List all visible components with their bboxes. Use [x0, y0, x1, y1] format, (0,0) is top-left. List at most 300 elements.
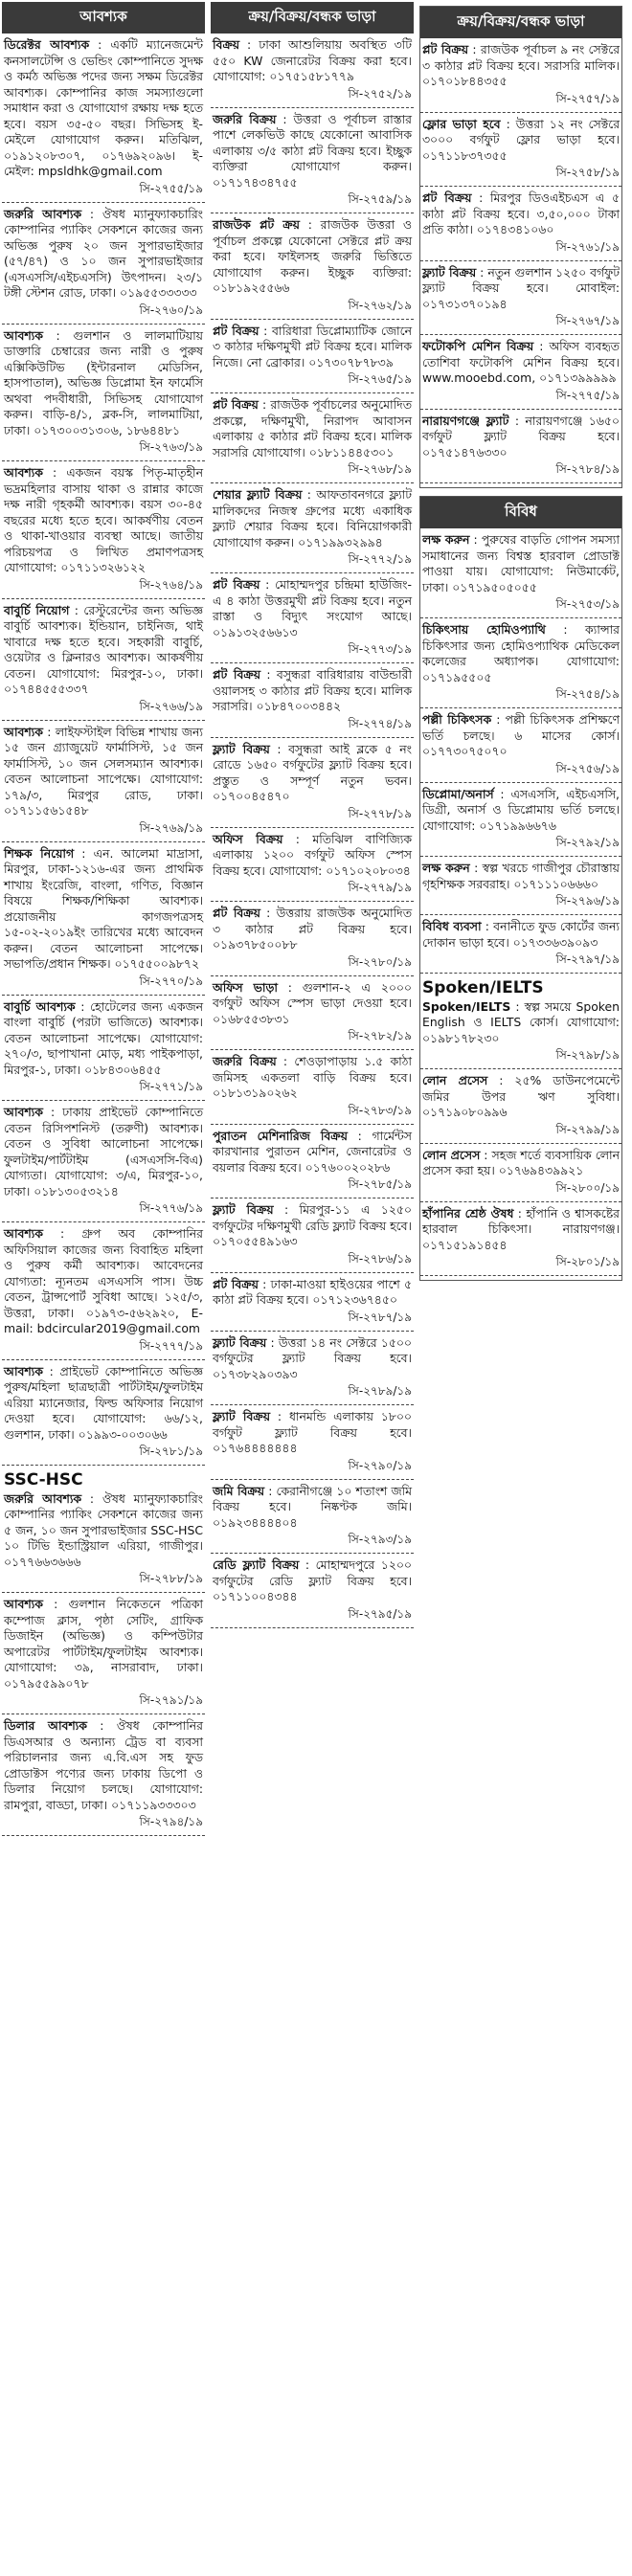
ad-body: বসুন্ধরা আই ব্লকে ৫ নং রোডে ১৬৫০ বর্গফুটের ফ্ল্যাট বিক্রয় হবে। প্রস্তুত ও সম্পূর্ণ নতুন ভবন। ০১৭০০৪৫৪৭০	[213, 741, 412, 803]
ad-code: সি-২৭৭৭/১৯	[139, 1338, 203, 1353]
ad-body: উত্তরা ও পূর্বাচল রাস্তার পাশে লেকভিউ কাছে যেকোনো আবাসিক এলাকায় ৩/৫ কাঠা প্লট বিক্রয় হবে। ইচ্ছুক ব্যক্তিরা যোগাযোগ করুন। ০১৭১৭৪৩৪৭৫৫	[213, 111, 412, 190]
ad-text: প্লট বিক্রয় : বারিধারা ডিপ্লোম্যাটিক জোনে ৩ কাঠার দক্ষিণমুখী প্লট বিক্রয় হবে। মালিক নিজে। নো ব্রোকার। ০১৭৩০৭৮৭৮৩৯	[213, 323, 412, 370]
ad-separator	[211, 392, 414, 393]
ad-body: আফতাবনগরে ফ্ল্যাট মালিকদের নিজস্ব গ্রুপের মধ্যে একাধিক ফ্ল্যাট শেয়ার বিক্রয় হবে। বিনিয়োগকারী যোগাযোগ করুন। ০১৭১৯৯৩২৯৯৪	[213, 487, 413, 549]
ad-separator	[420, 482, 621, 483]
ad-separator	[2, 598, 205, 599]
classified-ad	[420, 622, 621, 708]
classified-ad	[420, 787, 621, 858]
ad-title: নারায়ণগঞ্জে ফ্ল্যাট	[422, 413, 509, 428]
ad-list	[2, 37, 205, 1840]
classified-ad	[2, 603, 205, 721]
ad-body: ঢাকা-মাওয়া হাইওয়ের পাশে ৫ কাঠা প্লট বিক্রয় হবে। ০১৭১২৩৬৭৪৫০	[213, 1276, 412, 1307]
ad-text: প্লট বিক্রয় : রাজউক পূর্বাচল ৯ নং সেক্টরে ৩ কাঠার প্লট বিক্রয় হবে। সরাসরি মালিক। ০১৭০১৮৪৪৩৫৫	[422, 42, 621, 88]
ad-separator	[211, 737, 414, 738]
classified-ad	[420, 1073, 621, 1144]
ad-separator	[211, 1049, 414, 1050]
ad-text: লোন প্রসেস : সহজ শর্তে ব্যবসায়িক লোন প্রসেস করা হয়। ০১৭৬৯৪৩৯৯২১	[422, 1147, 620, 1178]
classified-ad	[2, 37, 205, 203]
ad-code: সি-২৭৬৪/১৯	[139, 577, 203, 592]
ad-title: লোন প্রসেস	[422, 1073, 488, 1088]
ad-separator	[2, 460, 205, 461]
ad-code: সি-২৭৬০/১৯	[139, 302, 203, 317]
classified-ad	[211, 1054, 414, 1125]
ad-separator	[2, 324, 205, 325]
ad-text: লক্ষ করুন : পুরুষের বাড়তি গোপন সমস্যা সমাধানের জন্য বিশ্বস্ত হারবাল প্রোডাক্ট পাওয়া যায়। যোগাযোগ: নিউমার্কেট, ঢাকা। ০১৭১৯৫০৫০৫৫	[422, 532, 620, 594]
ad-text: ডিলার আবশ্যক : ঔষধ কোম্পানির ডিএসআর ও অন্যান্য ট্রেড বা ব্যবসা পরিচালনার জন্য এ.বি.এস সহ ফুড প্রোডাক্টস পণ্যের জন্য ঢাকায় ডিপো ও ডিলার নিয়োগ চলছে। যোগাযোগ: রামপুরা, বাড্ডা, ঢাকা। ০১৭১১৯৩৩৩০৩	[4, 1718, 203, 1812]
ad-title: বাবুর্চি আবশ্যক	[4, 998, 76, 1014]
ad-text: প্লট বিক্রয় : মিরপুর ডিওএইচএস এ ৫ কাঠা প্লট বিক্রয় হবে। ৩,৫০,০০০ টাকা প্রতি কাঠা। ০১৭৪৩৪১০৬০	[422, 190, 621, 236]
ad-text: আবশ্যক : লাইফস্টাইল বিভিন্ন শাখায় জন্য ১৫ জন গ্র্যাজুয়েট ফার্মাসিস্ট, ১৫ জন ফার্মাসিস্ট, ১০ জন সেলসম্যান আবশ্যক। বেতন আলোচনা সাপেক্ষে। যোগাযোগ: ১৭৯/৩, মিরপুর রোড, ঢাকা। ০১৭১১৫৬১৫৪৮	[4, 724, 203, 818]
ad-separator	[420, 334, 621, 335]
ad-body: গ্রুপ অব কোম্পানির অফিসিয়াল কাজের জন্য বিবাহিত মহিলা ও পুরুষ কর্মী আবশ্যক। আবেদনের যোগ্যতা: ন্যূনতম এসএসসি পাস। উচ্চ বেতন, ট্রান্সপোর্ট সুবিধা আছে। ১২৫/৩, উত্তরা, ঢাকা। ০১৯৭৩-৫৬২৯২০, E-mail: bdcircular2019@gmail.com	[4, 1226, 203, 1335]
ad-text: পল্লী চিকিৎসক : পল্লী চিকিৎসক প্রশিক্ষণে ভর্তি চলছে। ৬ মাসের কোর্স। ০১৭৭৩০৭৫০৭০	[422, 712, 620, 758]
ad-text: বাবুর্চি নিয়োগ : রেস্টুরেন্টের জন্য অভিজ্ঞ বাবুর্চি আবশ্যক। ইন্ডিয়ান, চাইনিজ, থাই খাবারে দক্ষ হতে হবে। সহকারী বাবুর্চি, ওয়েটার ও ক্লিনারও আবশ্যক। আকর্ষণীয় বেতন। যোগাযোগ: মিরপুর-১০, ঢাকা। ০১৭৪৪৫৫৫৩৩৭	[4, 602, 203, 696]
ad-text: ফ্লোর ভাড়া হবে : উত্তরা ১২ নং সেক্টরে ৩০০০ বর্গফুট ফ্লোর ভাড়া হবে। ০১৭১১৮৩৭৩৫৫	[422, 116, 621, 163]
ad-code: সি-২৭৯৫/১৯	[348, 1606, 412, 1621]
ad-text: ফটোকপি মেশিন বিক্রয় : অফিস ব্যবহৃত তোশিবা ফটোকপি মেশিন বিক্রয় হবে। www.mooebd.com, ০১৭১৩৯৯৯৯৯	[422, 339, 620, 385]
ad-separator	[2, 202, 205, 203]
ad-code: সি-২৭৭৯/১৯	[348, 881, 412, 894]
ad-text: জমি বিক্রয় : কেরানীগঞ্জে ১০ শতাংশ জমি বিক্রয় হবে। নিষ্কণ্টক জমি। ০১৯২৩৪৪৪৪০৪	[213, 1483, 412, 1530]
ad-body: রাজউক উত্তরা ও পূর্বাচল প্রকল্পে যেকোনো সেক্টরে প্লট ক্রয় করা হবে। ফাইলসহ জরুরি ভিত্তিতে যোগাযোগ করুন। ইচ্ছুক ব্যক্তিরা: ০১৮১৯২৫৫৬৬	[213, 217, 413, 295]
ad-text: জরুরি বিক্রয় : উত্তরা ও পূর্বাচল রাস্তার পাশে লেকভিউ কাছে যেকোনো আবাসিক এলাকায় ৩/৫ কাঠা প্লট বিক্রয় হবে। ইচ্ছুক ব্যক্তিরা যোগাযোগ করুন। ০১৭১৭৪৩৪৭৫৫	[213, 111, 412, 190]
ad-text: চিকিৎসায় হোমিওপ্যাথি : ক্যান্সার চিকিৎসার জন্য হোমিওপ্যাথিক মেডিকেল কলেজের অধ্যাপক। যোগাযোগ: ০১৭১৯৫৫০৫	[422, 622, 620, 684]
ad-body: উত্তরা ১৪ নং সেক্টরে ১৫০০ বর্গফুটের ফ্ল্যাট বিক্রয় হবে। ০১৭৩৮২৯০৩৯৩	[213, 1334, 412, 1381]
ad-code: সি-২৮০১/১৯	[555, 1255, 620, 1269]
ad-body: নতুন গুলশান ১২৫০ বর্গফুট ফ্ল্যাট বিক্রয় হবে। মোবাইল: ০১৭৩১৩৭০১৯৪	[422, 264, 620, 311]
classified-ad	[211, 397, 414, 483]
ad-code: সি-২৭৯৭/১৯	[555, 952, 620, 966]
ad-separator	[2, 1359, 205, 1360]
ad-text: বাবুর্চি আবশ্যক : হোটেলের জন্য একজন বাংলা বাবুর্চি (পরটা ভাজিতে) আবশ্যক। বেতন আলোচনা সাপেক্ষে। যোগাযোগ: ২৭০/৩, ছাপাখানা মোড়, মধ্য পাইকপাড়া, মিরপুর-১, ঢাকা। ০১৮৪৩০৬৪৫৫	[4, 998, 203, 1077]
ad-title: ফ্ল্যাট বিক্রয়	[422, 264, 477, 280]
ad-separator	[211, 107, 414, 108]
ad-text: বিবিধ ব্যবসা : বনানীতে ফুড কোর্টের জন্য দোকান ভাড়া হবে। ০১৭৩৩৬৩৯০৯৩	[422, 919, 620, 950]
ad-title: আবশ্যক	[4, 1597, 43, 1612]
classified-ad	[420, 861, 621, 915]
ad-text: ফ্ল্যাট বিক্রয় : মিরপুর-১১ এ ১২৫০ বর্গফুটের দক্ষিণমুখী রেডি ফ্ল্যাট বিক্রয় হবে। ০১৭০৫৫৪৯১৬৩	[213, 1202, 412, 1248]
ad-title: আবশ্যক	[4, 724, 43, 739]
ad-body: মিরপুর ডিওএইচএস এ ৫ কাঠা প্লট বিক্রয় হবে। ৩,৫০,০০০ টাকা প্রতি কাঠা। ০১৭৪৩৪১০৬০	[422, 190, 621, 236]
ad-separator	[211, 975, 414, 976]
ad-list	[420, 532, 621, 1276]
ad-title: অফিস বিক্রয়	[213, 831, 283, 846]
ad-body: মোহাম্মদপুরে ১২০০ বর্গফুটের রেডি ফ্ল্যাট বিক্রয় হবে। ০১৭১১০০৪৩৪৪	[213, 1557, 412, 1603]
ad-separator	[420, 186, 621, 187]
ad-body: ধানমন্ডি এলাকায় ১৮০০ বর্গফুট ফ্ল্যাট বিক্রয় হবে। ০১৭৬৪৪৪৪৪৪৪	[213, 1409, 412, 1455]
ad-title: ফ্ল্যাট বিক্রয়	[213, 1202, 274, 1217]
ad-body: ঔষধ ম্যানুফ্যাকচারিং কোম্পানির প্যাকিং সেকশনে কাজের জন্য অভিজ্ঞ পুরুষ ২০ জন সুপারভাইজার (৫৭/৪৭) ও ১০ জন সুপারভাইজার (এসএসসি/এইচএসসি) উৎপাদন। ২৩/১ টঙ্গী স্টেশন রোড, ঢাকা। ০১৯৫৫৩৩৩৩৩	[4, 206, 203, 300]
ad-title: রাজউক প্লট ক্রয়	[213, 217, 300, 232]
ad-title: আবশ্যক	[4, 1226, 43, 1241]
classified-ad	[211, 487, 414, 573]
ad-title: জমি বিক্রয়	[213, 1483, 265, 1498]
ad-title: Spoken/IELTS	[422, 998, 511, 1014]
classified-ad	[420, 42, 621, 113]
ad-title: জরুরি আবশ্যক	[4, 1490, 82, 1506]
ad-title: লক্ষ করুন	[422, 532, 470, 547]
classified-ad	[211, 1335, 414, 1406]
ad-body: নারায়ণগঞ্জে ১৬৫০ বর্গফুট ফ্ল্যাট বিক্রয় হবে। ০১৭৫১৪৭৬৩৩০	[422, 413, 620, 459]
ad-body: একজন বয়স্ক পিতৃ-মাতৃহীন ভদ্রমহিলার বাসায় থাকা ও রান্নার কাজে দক্ষ নারী গৃহকর্মী আবশ্যক। বয়স ৩০-৪৫ বছরের মধ্যে হতে হবে। আকর্ষণীয় বেতন ও থাকা-খাওয়ার ব্যবস্থা আছে। জাতীয় পরিচয়পত্র ও লিখিত প্রমাণপত্রসহ যোগাযোগ: ০১৭১১৩২৬১২২	[4, 465, 203, 574]
column-buy-sell-rent	[211, 2, 414, 2574]
ad-code: সি-২৭৭৪/১৯	[348, 716, 412, 730]
ad-body: পল্লী চিকিৎসক প্রশিক্ষণে ভর্তি চলছে। ৬ মাসের কোর্স। ০১৭৭৩০৭৫০৭০	[422, 712, 620, 758]
ad-text: বিক্রয় : ঢাকা আশুলিয়ায় অবস্থিত ৩টি ৫৫০ KW জেনারেটর বিক্রয় করা হবে। যোগাযোগ: ০১৭৫১৫৮১৭৭৯	[213, 37, 412, 83]
ad-code: সি-২৭৫৬/১৯	[555, 761, 620, 775]
ad-title: প্লট বিক্রয়	[213, 906, 260, 920]
ad-code: সি-২৭৬৯/১৯	[139, 820, 203, 835]
ad-title: প্লট বিক্রয়	[213, 577, 260, 592]
classified-ad	[211, 667, 414, 738]
ad-code: সি-২৭৯৪/১৯	[139, 1815, 203, 1829]
ad-text: ফ্ল্যাট বিক্রয় : ধানমন্ডি এলাকায় ১৮০০ বর্গফুট ফ্ল্যাট বিক্রয় হবে। ০১৭৬৪৪৪৪৪৪৪	[213, 1409, 412, 1455]
ad-body: বসুন্ধরা বারিধারায় বাউন্ডারী ওয়ালসহ ৩ কাঠার প্লট বিক্রয় হবে। মালিক সরাসরি। ০১৮৪৭০০৩৪৪২	[213, 667, 413, 713]
ad-body: রাজউক পূর্বাচলের অনুমোদিত প্রকল্পে, দক্ষিণমুখী, নিরাপদ আবাসন এলাকায় ৫ কাঠার প্লট বিক্রয় হবে। মালিক সরাসরি যোগাযোগ। ০১৮১১৪৪৫৩০১	[213, 397, 412, 459]
ad-body: এসএসসি, এইচএসসি, ডিগ্রী, অনার্স ও ডিপ্লোমায় ভর্তি চলছে। যোগাযোগ: ০১৭১৯৯৬৬৭৬	[422, 786, 620, 833]
ad-separator	[211, 662, 414, 663]
ad-separator	[2, 841, 205, 842]
ad-list	[211, 37, 414, 1632]
ad-title: ফ্লোর ভাড়া হবে	[422, 116, 501, 131]
ad-title: বিবিধ ব্যবসা	[422, 919, 482, 933]
ad-body: কেরানীগঞ্জে ১০ শতাংশ জমি বিক্রয় হবে। নিষ্কণ্টক জমি। ০১৯২৩৪৪৪৪০৪	[213, 1483, 412, 1530]
classified-ad	[211, 980, 414, 1051]
ad-code: সি-২৭৬৩/১৯	[139, 440, 203, 454]
ad-code: সি-২৮০০/১৯	[555, 1180, 620, 1195]
ad-text: পুরাতন মেশিনারিজ বিক্রয় : গার্মেন্টস কারখানার পুরাতন মেশিন, জেনারেটর ও বয়লার বিক্রয় হবে। ০১৭৬০০২০২৮৬	[213, 1128, 412, 1175]
ad-title: পুরাতন মেশিনারিজ বিক্রয়	[213, 1128, 348, 1143]
ad-separator	[420, 856, 621, 857]
ad-title: হাঁপানির শ্রেষ্ঠ ঔষধ	[422, 1205, 514, 1221]
ad-code: সি-২৭৯১/১৯	[139, 1693, 203, 1708]
ad-body: এন. আলেমা মাদ্রাসা, মিরপুর, ঢাকা-১২১৬-এর জন্য প্রাথমিক শাখায় ইংরেজি, বাংলা, গণিত, বিজ্ঞান বিষয়ে শিক্ষক/শিক্ষিকা আবশ্যক। প্রয়োজনীয় কাগজপত্রসহ ১৫-০২-২০১৯ইং তারিখের মধ্যে আবেদন করুন। বেতন আলোচনা সাপেক্ষে। সভাপতি/প্রধান শিক্ষক। ০১৭৫৫০০৯৮৭২	[4, 845, 203, 971]
classified-ad	[2, 207, 205, 325]
ad-body: লাইফস্টাইল বিভিন্ন শাখায় জন্য ১৫ জন গ্র্যাজুয়েট ফার্মাসিস্ট, ১৫ জন ফার্মাসিস্ট, ১০ জন সেলসম্যান আবশ্যক। বেতন আলোচনা সাপেক্ষে। যোগাযোগ: ১৭৯/৩, মিরপুর রোড, ঢাকা। ০১৭১১৫৬১৫৪৮	[4, 724, 203, 818]
ad-body: গুলশান নিকেতনে পত্রিকা কম্পোজ ক্লাস, পৃষ্ঠা সেটিং, গ্রাফিক ডিজাইন (অভিজ্ঞ) ও কম্পিউটার অপারেটর পার্টটাইম/ফুলটাইম আবশ্যক। যোগাযোগ: ৩৯, নাসরাবাদ, ঢাকা। ০১৭৯৫৫৯৯০৭৮	[4, 1597, 203, 1691]
classified-ad	[2, 1469, 205, 1593]
classified-ad	[420, 919, 621, 974]
ad-title: জরুরি আবশ্যক	[4, 206, 82, 221]
column-header: ক্রয়/বিক্রয়/বন্ধক ভাড়া	[420, 7, 621, 38]
column-buy-sell-rent-2	[419, 2, 622, 2574]
ad-separator	[2, 1100, 205, 1101]
ad-separator	[2, 1221, 205, 1222]
classified-ad	[211, 742, 414, 828]
ad-separator	[420, 112, 621, 113]
ad-separator	[211, 1331, 414, 1332]
ad-text: জরুরি আবশ্যক : ঔষধ ম্যানুফ্যাকচারিং কোম্পানির প্যাকিং সেকশনে কাজের জন্য অভিজ্ঞ পুরুষ ২০ জন সুপারভাইজার (৫৭/৪৭) ও ১০ জন সুপারভাইজার (এসএসসি/এইচএসসি) উৎপাদন। ২৩/১ টঙ্গী স্টেশন রোড, ঢাকা। ০১৯৫৫৩৩৩৩৩	[4, 206, 203, 300]
classified-ad	[211, 1557, 414, 1628]
ad-separator	[211, 319, 414, 320]
ad-code: সি-২৭৭১/১৯	[139, 1080, 203, 1093]
ad-code: সি-২৭৮৪/১৯	[555, 462, 620, 476]
ad-separator	[211, 482, 414, 483]
classified-ad	[211, 112, 414, 214]
ad-code: সি-২৭৫৩/১৯	[555, 597, 620, 611]
classified-ad	[420, 339, 621, 410]
ad-body: ক্যান্সার চিকিৎসার জন্য হোমিওপ্যাথিক মেডিকেল কলেজের অধ্যাপক। যোগাযোগ: ০১৭১৯৫৫০৫	[422, 622, 620, 684]
classified-ad	[2, 846, 205, 996]
ad-title: আবশ্যক	[4, 465, 43, 480]
ad-separator	[420, 1143, 621, 1144]
classified-ad	[211, 1277, 414, 1332]
ad-code: সি-২৭৫৪/১৯	[555, 687, 620, 701]
ad-body: হাঁপানি ও শ্বাসকষ্টের হারবাল চিকিৎসা। নারায়ণগঞ্জ। ০১৭১৫১৯১৪৫৪	[422, 1205, 620, 1252]
ad-body: অফিস ব্যবহৃত তোশিবা ফটোকপি মেশিন বিক্রয় হবে। www.mooebd.com, ০১৭১৩৯৯৯৯৯	[422, 339, 620, 385]
ad-body: ২৫% ডাউনপেমেন্টে জমির উপর ঋণ সুবিধা। ০১৭১৯০৮০৯৯৬	[422, 1073, 620, 1120]
ad-title: শিক্ষক নিয়োগ	[4, 845, 75, 861]
ad-body: একটি ম্যানেজমেন্ট কনসালটেন্সি ও ভেন্ডিং কোম্পানিতে সুদক্ষ ও কর্মঠ অভিজ্ঞ পদের জন্য সক্ষম ডিরেক্টর আবশ্যক। কোম্পানির কাজ সমস্যাগুলো সমাধান করা ও যোগাযোগ রক্ষায় দক্ষ হতে হবে। বয়স ৩৫-৫০ বছর। সিভিসহ ই-মেইলে যোগাযোগ করুন। মতিঝিল, ০১৯১২০৮৩০৭, ০১৭৬৯২০৯৬। ই-মেইল: mpsldhk@gmail.com	[4, 37, 203, 178]
ad-body: রাজউক পূর্বাচল ৯ নং সেক্টরে ৩ কাঠার প্লট বিক্রয় হবে। সরাসরি মালিক। ০১৭০১৮৪৪৩৫৫	[422, 42, 621, 88]
ad-code: সি-২৭৫৯/১৯	[348, 192, 412, 206]
ad-text: Spoken/IELTS Spoken/IELTS : স্বল্প সময়ে Spoken English ও IELTS কোর্স। যোগাযোগ: ০১৯৮১৭৮২৩০	[422, 978, 620, 1045]
ad-title: প্লট বিক্রয়	[422, 190, 472, 205]
ad-code: সি-২৭৬২/১৯	[348, 298, 412, 312]
ad-code: সি-২৭৭০/১৯	[139, 974, 203, 988]
ad-body: ঔষধ ম্যানুফ্যাকচারিং কোম্পানির প্যাকিং সেকশনে কাজের জন্য ৫ জন, ১০ জন সুপারভাইজার SSC-HSC ১০ টিভি ইন্ডাস্ট্রিয়াল এরিয়া, গাজীপুর। ০১৭৭৬৬৩৬৬৬	[4, 1490, 203, 1569]
ad-separator	[420, 707, 621, 708]
ad-title: ফ্ল্যাট বিক্রয়	[213, 1334, 267, 1350]
ad-code: সি-২৭৮৫/১৯	[348, 1177, 412, 1191]
ad-separator	[420, 973, 621, 974]
classified-ad	[420, 117, 621, 188]
classified-ad	[211, 1129, 414, 1199]
ad-separator	[420, 617, 621, 618]
ad-text: আবশ্যক : গ্রুপ অব কোম্পানির অফিসিয়াল কাজের জন্য বিবাহিত মহিলা ও পুরুষ কর্মী আবশ্যক। আবেদনের যোগ্যতা: ন্যূনতম এসএসসি পাস। উচ্চ বেতন, ট্রান্সপোর্ট সুবিধা আছে। ১২৫/৩, উত্তরা, ঢাকা। ০১৯৭৩-৫৬২৯২০, E-mail: bdcircular2019@gmail.com	[4, 1226, 203, 1335]
ad-separator	[211, 901, 414, 902]
classified-ad	[211, 577, 414, 663]
classified-ad	[420, 265, 621, 336]
ad-title: প্লট বিক্রয়	[213, 667, 261, 682]
ad-body: গার্মেন্টস কারখানার পুরাতন মেশিন, জেনারেটর ও বয়লার বিক্রয় হবে। ০১৭৬০০২০২৮৬	[213, 1128, 412, 1175]
ad-title: রেডি ফ্ল্যাট বিক্রয়	[213, 1557, 300, 1572]
ad-separator	[420, 782, 621, 783]
ad-code: সি-২৭৬৫/১৯	[348, 372, 412, 386]
ad-body: প্রাইভেট কোম্পানিতে অভিজ্ঞ পুরুষ/মহিলা ছাত্রছাত্রী পার্টটাইম/ফুলটাইম এরিয়া ম্যানেজার, ফিল্ড অফিসার নিয়োগ দেওয়া হবে। যোগাযোগ: ৬৬/১২, গুলশান, ঢাকা। ০১৯৯৩-০০৩০৬৬	[4, 1363, 203, 1442]
ad-separator	[420, 1275, 621, 1276]
ad-separator	[211, 1479, 414, 1480]
ad-separator	[2, 1465, 205, 1466]
ad-separator	[211, 827, 414, 828]
section-box	[419, 6, 622, 488]
ad-text: প্লট বিক্রয় : বসুন্ধরা বারিধারায় বাউন্ডারী ওয়ালসহ ৩ কাঠার প্লট বিক্রয় হবে। মালিক সরাসরি। ০১৮৪৭০০৩৪৪২	[213, 667, 413, 713]
classified-ad	[420, 532, 621, 618]
ad-text: লক্ষ করুন : স্বল্প খরচে গাজীপুর চৌরাস্তায় গৃহশিক্ষক সরবরাহ। ০১৭১১১০৬৬৬০	[422, 861, 620, 891]
ad-text: অফিস ভাড়া : গুলশান-২ এ ২০০০ বর্গফুট অফিস স্পেস ভাড়া দেওয়া হবে। ০১৬৮৫৫৩৮৩১	[213, 979, 412, 1026]
ad-body: মিরপুর-১১ এ ১২৫০ বর্গফুটের দক্ষিণমুখী রেডি ফ্ল্যাট বিক্রয় হবে। ০১৭০৫৫৪৯১৬৩	[213, 1202, 412, 1248]
classified-ad	[2, 328, 205, 462]
ad-separator	[2, 1592, 205, 1593]
ad-body: মোহাম্মদপুর চন্দ্রিমা হাউজিং-এ ৪ কাঠা উত্তরমুখী প্লট বিক্রয় হবে। নতুন রাস্তা ও বিদ্যুৎ সংযোগ আছে। ০১৯১৩২৫৬৬১৩	[213, 577, 412, 639]
ad-code: সি-২৭৮৬/১৯	[348, 1251, 412, 1266]
ad-list	[420, 42, 621, 483]
classified-ad	[420, 190, 621, 261]
classified-ad	[211, 1202, 414, 1273]
ad-separator	[2, 1835, 205, 1836]
ad-title: ফ্ল্যাট বিক্রয়	[213, 741, 270, 756]
ad-code: সি-২৭৯৮/১৯	[555, 1048, 620, 1063]
classified-ad	[420, 977, 621, 1069]
ad-separator	[420, 260, 621, 261]
ad-body: স্বল্প সময়ে Spoken English ও IELTS কোর্স। যোগাযোগ: ০১৯৮১৭৮২৩০	[422, 998, 620, 1045]
ad-code: সি-২৭৮৮/১৯	[139, 1572, 203, 1586]
classified-ad	[211, 37, 414, 108]
ad-body: সহজ শর্তে ব্যবসায়িক লোন প্রসেস করা হয়। ০১৭৬৯৪৩৯৯২১	[422, 1147, 620, 1178]
classified-ad	[211, 324, 414, 394]
ad-body: উত্তরায় রাজউক অনুমোদিত ৩ কাঠার প্লট বিক্রয় হবে। ০১৯৩৭৮৫০০৮৮	[213, 906, 412, 952]
column-header: আবশ্যক	[2, 2, 205, 34]
ad-text: ফ্ল্যাট বিক্রয় : নতুন গুলশান ১২৫০ বর্গফুট ফ্ল্যাট বিক্রয় হবে। মোবাইল: ০১৭৩১৩৭০১৯৪	[422, 264, 620, 311]
ad-title: বিক্রয়	[213, 37, 240, 52]
ad-text: আবশ্যক : একজন বয়স্ক পিতৃ-মাতৃহীন ভদ্রমহিলার বাসায় থাকা ও রান্নার কাজে দক্ষ নারী গৃহকর্মী আবশ্যক। বয়স ৩০-৪৫ বছরের মধ্যে হতে হবে। আকর্ষণীয় বেতন ও থাকা-খাওয়ার ব্যবস্থা আছে। জাতীয় পরিচয়পত্র ও লিখিত প্রমাণপত্রসহ যোগাযোগ: ০১৭১১৩২৬১২২	[4, 465, 203, 574]
ad-text: আবশ্যক : গুলশান নিকেতনে পত্রিকা কম্পোজ ক্লাস, পৃষ্ঠা সেটিং, গ্রাফিক ডিজাইন (অভিজ্ঞ) ও কম্পিউটার অপারেটর পার্টটাইম/ফুলটাইম আবশ্যক। যোগাযোগ: ৩৯, নাসরাবাদ, ঢাকা। ০১৭৯৫৫৯৯০৭৮	[4, 1597, 203, 1691]
ad-text: অফিস বিক্রয় : মতিঝিল বাণিজ্যিক এলাকায় ১২০০ বর্গফুট অফিস স্পেস বিক্রয় হবে। যোগাযোগ: ০১৭১০২০৮০৩৪	[213, 831, 412, 878]
classified-ad	[2, 999, 205, 1102]
ad-separator	[211, 1553, 414, 1554]
ad-text: রাজউক প্লট ক্রয় : রাজউক উত্তরা ও পূর্বাচল প্রকল্পে যেকোনো সেক্টরে প্লট ক্রয় করা হবে। ফাইলসহ জরুরি ভিত্তিতে যোগাযোগ করুন। ইচ্ছুক ব্যক্তিরা: ০১৮১৯২৫৫৬৬	[213, 217, 413, 295]
ad-title: ডিরেক্টর আবশ্যক	[4, 37, 90, 52]
ad-text: ডিপ্লোমা/অনার্স : এসএসসি, এইচএসসি, ডিগ্রী, অনার্স ও ডিপ্লোমায় ভর্তি চলছে। যোগাযোগ: ০১৭১৯৯৬৬৭৬	[422, 786, 620, 833]
ad-title: লক্ষ করুন	[422, 861, 470, 875]
ad-code: সি-২৭৭৫/১৯	[555, 388, 620, 402]
ad-body: বনানীতে ফুড কোর্টের জন্য দোকান ভাড়া হবে। ০১৭৩৩৬৩৯০৯৩	[422, 919, 620, 950]
ad-code: সি-২৭৫৭/১৯	[555, 91, 620, 105]
ad-title: বাবুর্চি নিয়োগ	[4, 602, 70, 617]
ad-title: শেয়ার ফ্ল্যাট বিক্রয়	[213, 487, 303, 502]
classified-ad	[211, 1484, 414, 1555]
ad-text: আবশ্যক : গুলশান ও লালমাটিয়ায় ডাক্তারি চেম্বারের জন্য নারী ও পুরুষ এক্সিকিউটিভ (ইন্টারনাল মেডিসিন, হাসপাতাল), অভিজ্ঞ ডিপ্লোমা ইন ফার্মেসি অথবা পদবীধারী, সিভিসহ যোগাযোগ করুন। বাড়ি-৪/১, ব্লক-সি, লালমাটিয়া, ঢাকা। ০১৭৩০০৩১৩০৬, ১৮৬৪৪৮১	[4, 327, 203, 437]
classified-ad	[2, 1597, 205, 1714]
ad-title: জরুরি বিক্রয়	[213, 1054, 277, 1068]
ad-code: সি-২৭৬১/১৯	[555, 239, 620, 254]
classified-ad	[2, 1718, 205, 1836]
ad-title: ডিলার আবশ্যক	[4, 1718, 87, 1734]
ad-text: প্লট বিক্রয় : ঢাকা-মাওয়া হাইওয়ের পাশে ৫ কাঠা প্লট বিক্রয় হবে। ০১৭১২৩৬৭৪৫০	[213, 1276, 412, 1307]
ad-text: হাঁপানির শ্রেষ্ঠ ঔষধ : হাঁপানি ও শ্বাসকষ্টের হারবাল চিকিৎসা। নারায়ণগঞ্জ। ০১৭১৫১৯১৪৫৪	[422, 1205, 620, 1252]
ad-title: আবশ্যক	[4, 1363, 43, 1378]
ad-body: ঔষধ কোম্পানির ডিএসআর ও অন্যান্য ট্রেড বা ব্যবসা পরিচালনার জন্য এ.বি.এস সহ ফুড প্রোডাক্টস পণ্যের জন্য ঢাকায় ডিপো ও ডিলার নিয়োগ চলছে। যোগাযোগ: রামপুরা, বাড্ডা, ঢাকা। ০১৭১১৯৩৩৩০৩	[4, 1718, 203, 1812]
ad-code: সি-২৭৮০/১৯	[348, 954, 412, 969]
ad-title: ডিপ্লোমা/অনার্স	[422, 786, 494, 801]
ad-text: লোন প্রসেস : ২৫% ডাউনপেমেন্টে জমির উপর ঋণ সুবিধা। ০১৭১৯০৮০৯৯৬	[422, 1073, 620, 1120]
classified-ad	[2, 465, 205, 599]
ad-code: সি-২৭৮৭/১৯	[348, 1310, 412, 1324]
ad-separator	[211, 1124, 414, 1125]
ad-text: জরুরি বিক্রয় : শেওড়াপাড়ায় ১.৫ কাঠা জমিসহ একতলা বাড়ি বিক্রয় হবে। ০১৮১৩১৯০২৬২	[213, 1054, 412, 1100]
misc-section-box	[419, 496, 622, 1281]
column-wanted	[2, 2, 205, 2574]
ad-body: ঢাকা আশুলিয়ায় অবস্থিত ৩টি ৫৫০ KW জেনারেটর বিক্রয় করা হবে। যোগাযোগ: ০১৭৫১৫৮১৭৭৯	[213, 37, 412, 83]
ad-separator	[420, 914, 621, 915]
ad-text: নারায়ণগঞ্জে ফ্ল্যাট : নারায়ণগঞ্জে ১৬৫০ বর্গফুট ফ্ল্যাট বিক্রয় হবে। ০১৭৫১৪৭৬৩৩০	[422, 413, 620, 459]
ad-separator	[211, 1404, 414, 1405]
classified-ad	[2, 1226, 205, 1360]
ad-text: ফ্ল্যাট বিক্রয় : উত্তরা ১৪ নং সেক্টরে ১৫০০ বর্গফুটের ফ্ল্যাট বিক্রয় হবে। ০১৭৩৮২৯০৩৯৩	[213, 1334, 412, 1381]
ad-separator	[420, 409, 621, 410]
ad-title: চিকিৎসায় হোমিওপ্যাথি	[422, 622, 546, 637]
ad-code: সি-২৭৭৮/১৯	[348, 806, 412, 820]
classified-ad	[2, 725, 205, 842]
classified-ad	[2, 1105, 205, 1222]
column-header: ক্রয়/বিক্রয়/বন্ধক ভাড়া	[211, 2, 414, 34]
ad-code: সি-২৭৮২/১৯	[348, 1029, 412, 1042]
ad-title: প্লট বিক্রয়	[213, 323, 260, 338]
ad-code: সি-২৭৬৮/১৯	[348, 462, 412, 476]
ad-body: মতিঝিল বাণিজ্যিক এলাকায় ১২০০ বর্গফুট অফিস স্পেস বিক্রয় হবে। যোগাযোগ: ০১৭১০২০৮০৩৪	[213, 831, 412, 878]
ad-title: অফিস ভাড়া	[213, 979, 278, 995]
classified-ad	[420, 1206, 621, 1277]
ad-code: সি-২৭৮১/১৯	[139, 1445, 203, 1458]
ad-title: লোন প্রসেস	[422, 1147, 481, 1162]
ad-code: সি-২৭৫২/১৯	[348, 86, 412, 101]
ad-text: প্লট বিক্রয় : রাজউক পূর্বাচলের অনুমোদিত প্রকল্পে, দক্ষিণমুখী, নিরাপদ আবাসন এলাকায় ৫ কাঠার প্লট বিক্রয় হবে। মালিক সরাসরি যোগাযোগ। ০১৮১১৪৪৫৩০১	[213, 397, 412, 459]
ad-title: প্লট বিক্রয়	[213, 1276, 259, 1291]
ad-code: সি-২৭৮৯/১৯	[348, 1384, 412, 1398]
ad-code: সি-২৭৭৩/১৯	[348, 642, 412, 656]
classified-ad	[420, 1148, 621, 1202]
ad-body: রেস্টুরেন্টের জন্য অভিজ্ঞ বাবুর্চি আবশ্যক। ইন্ডিয়ান, চাইনিজ, থাই খাবারে দক্ষ হতে হবে। সহকারী বাবুর্চি, ওয়েটার ও ক্লিনারও আবশ্যক। আকর্ষণীয় বেতন। যোগাযোগ: মিরপুর-১০, ঢাকা। ০১৭৪৪৫৫৫৩৩৭	[4, 602, 203, 696]
ad-separator	[2, 995, 205, 996]
ad-text: আবশ্যক : প্রাইভেট কোম্পানিতে অভিজ্ঞ পুরুষ/মহিলা ছাত্রছাত্রী পার্টটাইম/ফুলটাইম এরিয়া ম্যানেজার, ফিল্ড অফিসার নিয়োগ দেওয়া হবে। যোগাযোগ: ৬৬/১২, গুলশান, ঢাকা। ০১৯৯৩-০০৩০৬৬	[4, 1363, 203, 1442]
ad-code: সি-২৭৭৬/১৯	[139, 1201, 203, 1215]
ad-text: প্লট বিক্রয় : উত্তরায় রাজউক অনুমোদিত ৩ কাঠার প্লট বিক্রয় হবে। ০১৯৩৭৮৫০০৮৮	[213, 906, 412, 952]
ad-separator	[420, 1201, 621, 1202]
ad-code: সি-২৭৬৭/১৯	[555, 314, 620, 327]
ad-separator	[211, 1272, 414, 1273]
ad-body: শেওড়াপাড়ায় ১.৫ কাঠা জমিসহ একতলা বাড়ি বিক্রয় হবে। ০১৮১৩১৯০২৬২	[213, 1054, 412, 1100]
ad-separator	[420, 1068, 621, 1069]
ad-text: ফ্ল্যাট বিক্রয় : বসুন্ধরা আই ব্লকে ৫ নং রোডে ১৬৫০ বর্গফুটের ফ্ল্যাট বিক্রয় হবে। প্রস্তুত ও সম্পূর্ণ নতুন ভবন। ০১৭০০৪৫৪৭০	[213, 741, 412, 803]
ad-title: আবশ্যক	[4, 327, 43, 343]
classified-ad	[2, 1364, 205, 1467]
ad-code: সি-২৭৫৮/১৯	[555, 166, 620, 179]
ad-code: সি-২৭৯২/১৯	[555, 836, 620, 849]
ad-text: SSC-HSC জরুরি আবশ্যক : ঔষধ ম্যানুফ্যাকচারিং কোম্পানির প্যাকিং সেকশনে কাজের জন্য ৫ জন, ১০ জন সুপারভাইজার SSC-HSC ১০ টিভি ইন্ডাস্ট্রিয়াল এরিয়া, গাজীপুর। ০১৭৭৬৬৩৬৬৬	[4, 1470, 203, 1569]
ad-title: ফটোকপি মেশিন বিক্রয়	[422, 339, 534, 353]
ad-text: শেয়ার ফ্ল্যাট বিক্রয় : আফতাবনগরে ফ্ল্যাট মালিকদের নিজস্ব গ্রুপের মধ্যে একাধিক ফ্ল্যাট শেয়ার বিক্রয় হবে। বিনিয়োগকারী যোগাযোগ করুন। ০১৭১৯৯৩২৯৯৪	[213, 487, 413, 549]
ad-code: সি-২৭৫৫/১৯	[139, 181, 203, 195]
ad-title: আবশ্যক	[4, 1105, 43, 1119]
classified-ad	[420, 414, 621, 484]
ad-body: হোটেলের জন্য একজন বাংলা বাবুর্চি (পরটা ভাজিতে) আবশ্যক। বেতন আলোচনা সাপেক্ষে। যোগাযোগ: ২৭০/৩, ছাপাখানা মোড়, মধ্য পাইকপাড়া, মিরপুর-১, ঢাকা। ০১৮৪৩০৬৪৫৫	[4, 998, 203, 1077]
ad-body: ঢাকায় প্রাইভেট কোম্পানিতে বেতন রিসিপশনিস্ট (তরুণী) আবশ্যক। বেতন ও সুবিধা আলোচনা সাপেক্ষে। ফুলটাইম/পার্টটাইম (এসএসসি-বিএ) যোগ্যতা। যোগাযোগ: ৩/এ, মিরপুর-১০, ঢাকা। ০১৮১৩০৫৩২১৪	[4, 1105, 203, 1198]
classified-ad	[420, 712, 621, 783]
ad-separator	[211, 572, 414, 573]
ad-text: শিক্ষক নিয়োগ : এন. আলেমা মাদ্রাসা, মিরপুর, ঢাকা-১২১৬-এর জন্য প্রাথমিক শাখায় ইংরেজি, বাংলা, গণিত, বিজ্ঞান বিষয়ে শিক্ষক/শিক্ষিকা আবশ্যক। প্রয়োজনীয় কাগজপত্রসহ ১৫-০২-২০১৯ইং তারিখের মধ্যে আবেদন করুন। বেতন আলোচনা সাপেক্ষে। সভাপতি/প্রধান শিক্ষক। ০১৭৫৫০০৯৮৭২	[4, 845, 203, 971]
ad-title: প্লট বিক্রয়	[213, 397, 259, 412]
classified-ad	[211, 906, 414, 976]
ad-highlight: Spoken/IELTS	[422, 978, 544, 997]
ad-body: গুলশান-২ এ ২০০০ বর্গফুট অফিস স্পেস ভাড়া দেওয়া হবে। ০১৬৮৫৫৩৮৩১	[213, 979, 412, 1026]
classified-ad	[211, 832, 414, 903]
ad-code: সি-২৭৯০/১৯	[348, 1458, 412, 1472]
ad-title: পল্লী চিকিৎসক	[422, 712, 492, 727]
ad-code: সি-২৭৯৬/১৯	[555, 894, 620, 907]
ad-body: গুলশান ও লালমাটিয়ায় ডাক্তারি চেম্বারের জন্য নারী ও পুরুষ এক্সিকিউটিভ (ইন্টারনাল মেডিসিন, হাসপাতাল), অভিজ্ঞ ডিপ্লোমা ইন ফার্মেসি অথবা পদবীধারী, সিভিসহ যোগাযোগ করুন। বাড়ি-৪/১, ব্লক-সি, লালমাটিয়া, ঢাকা। ০১৭৩০০৩১৩০৬, ১৮৬৪৪৮১	[4, 327, 203, 437]
ad-title: ফ্ল্যাট বিক্রয়	[213, 1409, 271, 1423]
ad-code: সি-২৭৮৩/১৯	[348, 1103, 412, 1117]
ad-text: ডিরেক্টর আবশ্যক : একটি ম্যানেজমেন্ট কনসালটেন্সি ও ভেন্ডিং কোম্পানিতে সুদক্ষ ও কর্মঠ অভিজ্ঞ পদের জন্য সক্ষম ডিরেক্টর আবশ্যক। কোম্পানির কাজ সমস্যাগুলো সমাধান করা ও যোগাযোগ রক্ষায় দক্ষ হতে হবে। বয়স ৩৫-৫০ বছর। সিভিসহ ই-মেইলে যোগাযোগ করুন। মতিঝিল, ০১৯১২০৮৩০৭, ০১৭৬৯২০৯৬। ই-মেইল: mpsldhk@gmail.com	[4, 37, 203, 178]
ad-body: উত্তরা ১২ নং সেক্টরে ৩০০০ বর্গফুট ফ্লোর ভাড়া হবে। ০১৭১১৮৩৭৩৫৫	[422, 116, 621, 163]
ad-body: স্বল্প খরচে গাজীপুর চৌরাস্তায় গৃহশিক্ষক সরবরাহ। ০১৭১১১০৬৬৬০	[422, 861, 620, 891]
ad-code: সি-২৭৯৩/১৯	[348, 1533, 412, 1546]
ad-title: প্লট বিক্রয়	[422, 42, 469, 56]
ad-text: প্লট বিক্রয় : মোহাম্মদপুর চন্দ্রিমা হাউজিং-এ ৪ কাঠা উত্তরমুখী প্লট বিক্রয় হবে। নতুন রাস্তা ও বিদ্যুৎ সংযোগ আছে। ০১৯১৩২৫৬৬১৩	[213, 577, 412, 639]
ad-separator	[211, 1627, 414, 1628]
misc-header: বিবিধ	[420, 497, 621, 528]
